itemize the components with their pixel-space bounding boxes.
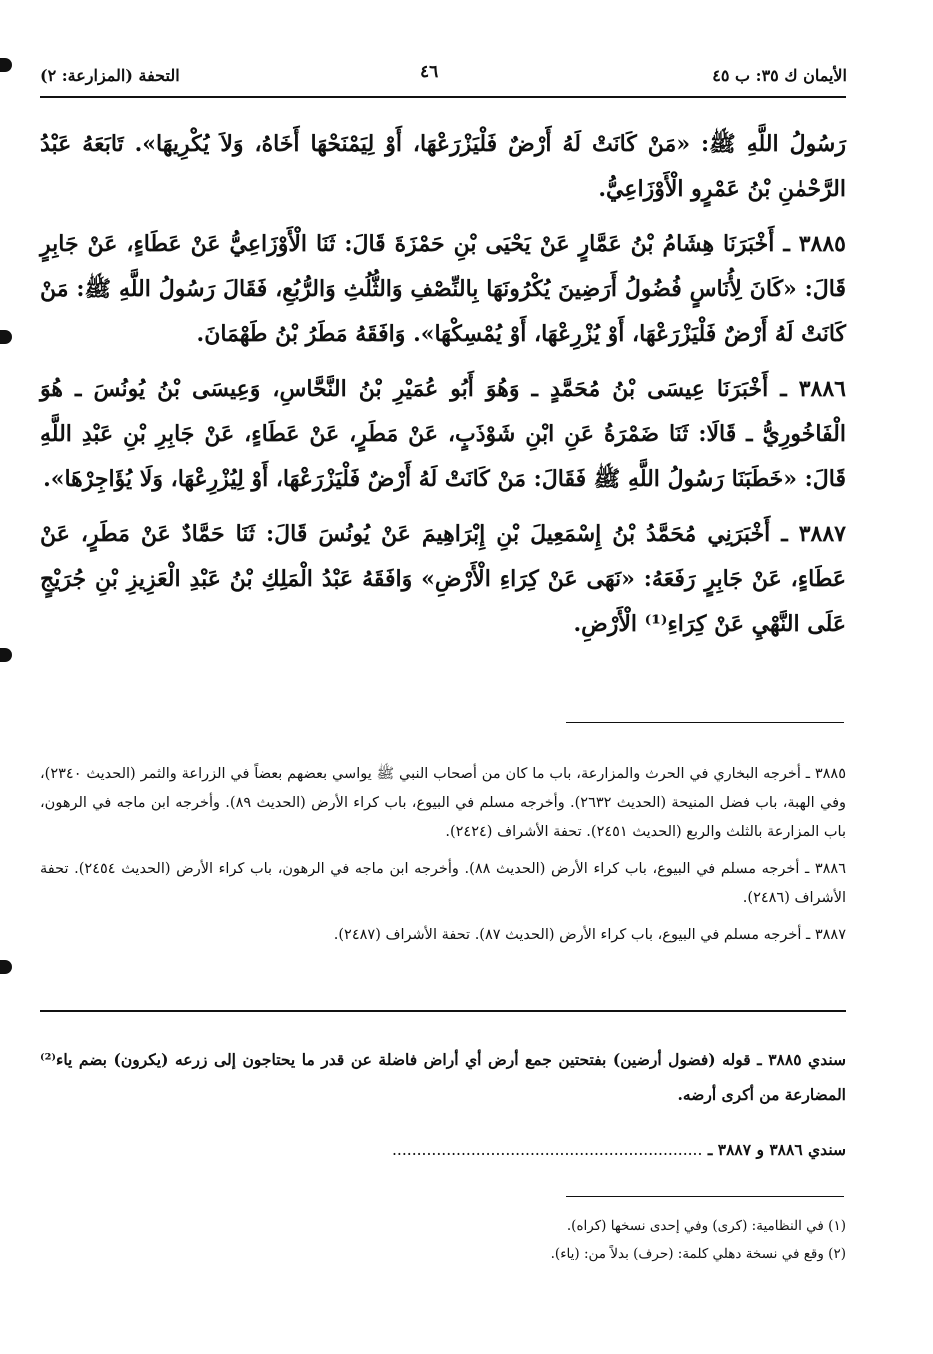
scan-edge-mark xyxy=(0,960,12,974)
takhrij-3887: ٣٨٨٧ ـ أخرجه مسلم في البيوع، باب كراء الأرض (الحديث ٨٧). تحفة الأشراف (٢٤٨٧). xyxy=(333,927,846,943)
takhrij-3885: ٣٨٨٥ ـ أخرجه البخاري في الحرث والمزارعة، باب ما كان من أصحاب النبي ﷺ يواسي بعضهم بعضاً في الزراعة والثمر (الحديث ٢٣٤٠)، وفي الهبة، باب فضل المنيحة (الحديث ٢٦٣٢). وأخرجه مسلم في البيوع، باب كراء الأرض (الحديث ٨٩). وأخرجه ابن ماجه في الرهون، باب المزارعة بالثلث والربع (الحديث ٢٤٥١). تحفة الأشراف (٢٤٢٤). xyxy=(40,766,847,840)
hadith-3885 xyxy=(40,222,846,357)
sindi-heading: سندي ٣٨٨٦ و ٣٨٨٧ ـ xyxy=(707,1140,846,1159)
hadith-3886 xyxy=(40,367,846,502)
scan-edge-mark xyxy=(0,330,12,344)
running-header-tuhfa: التحفة (المزارعة: ٢) xyxy=(40,66,180,85)
page-footnotes xyxy=(300,1212,846,1268)
header-rule xyxy=(40,96,846,98)
hadith-text xyxy=(40,122,846,657)
footnote-2: (٢) وقع في نسخة دهلي كلمة: (حرف) بدلاً من: (ياء). xyxy=(550,1246,846,1262)
footnote-rule xyxy=(566,1196,844,1197)
hadith-body: أَخْبَرَنَا عِيسَى بْنُ مُحَمَّدٍ ـ وَهُوَ أَبُو عُمَيْرِ بْنُ النَّحَّاسِ، وَعِيسَى بْنُ يُونُسَ ـ هُوَ الْفَاخُورِيُّ ـ قَالَا: ثَنَا ضَمْرَةُ عَنِ ابْنِ شَوْذَبٍ، عَنْ مَطَرٍ، عَنْ عَطَاءٍ، عَنْ جَابِرِ بْنِ عَبْدِ اللَّهِ قَالَ: «خَطَبَنَا رَسُولُ اللَّهِ ﷺ فَقَالَ: مَنْ كَانَتْ لَهُ أَرْضٌ فَلْيَزْرَعْهَا، أَوْ لِيُزْرِعْهَا، وَلَا يُؤَاجِرْهَا». xyxy=(40,376,846,492)
footnote-1: (١) في النظامية: (كرى) وفي إحدى نسخها (كراه). xyxy=(566,1218,846,1234)
hadith-number: ٣٨٨٦ ـ xyxy=(780,376,846,402)
scan-edge-mark xyxy=(0,648,12,662)
hadith-continuation: رَسُولُ اللَّهِ ﷺ: «مَنْ كَانَتْ لَهُ أَرْضٌ فَلْيَزْرَعْهَا، أَوْ لِيَمْنَحْهَا أَخَاهُ، وَلاَ يُكْرِيهَا». تَابَعَهُ عَبْدُ الرَّحْمٰنِ بْنُ عَمْرٍو الْأَوْزَاعِيُّ. xyxy=(40,131,846,202)
hadith-body: أَخْبَرَنِي مُحَمَّدُ بْنُ إِسْمَعِيلَ بْنِ إِبْرَاهِيمَ عَنْ يُونُسَ قَالَ: ثَنَا حَمَّادٌ عَنْ مَطَرٍ، عَنْ عَطَاءٍ، عَنْ جَابِرٍ رَفَعَهُ: «نَهَى عَنْ كِرَاءِ الْأَرْضِ» وَافَقَهُ عَبْدُ الْمَلِكِ بْنُ عَبْدِ الْعَزِيزِ بْنِ جُرَيْجٍ عَلَى النَّهْيِ عَنْ كِرَاءِ⁽¹⁾ الْأَرْضِ. xyxy=(40,521,846,637)
sindi-commentary xyxy=(40,1042,846,1188)
hadith-3887 xyxy=(40,512,846,647)
notes-rule xyxy=(566,722,844,723)
sindi-3886-3887 xyxy=(40,1132,846,1168)
sindi-separator xyxy=(40,1010,846,1012)
page-number: ٤٦ xyxy=(420,62,439,82)
hadith-body: أَخْبَرَنَا هِشَامُ بْنُ عَمَّارٍ عَنْ يَحْيَى بْنِ حَمْزَةَ قَالَ: ثَنَا الْأَوْزَاعِيُّ عَنْ عَطَاءٍ، عَنْ جَابِرٍ قَالَ: «كَانَ لِأُنَاسٍ فُضُولُ أَرَضِينَ يُكْرُونَهَا بِالنِّصْفِ وَالثُّلُثِ وَالرُّبُعِ، فَقَالَ رَسُولُ اللَّهِ ﷺ: مَنْ كَانَتْ لَهُ أَرْضٌ فَلْيَزْرَعْهَا، أَوْ يُزْرِعْهَا، أَوْ يُمْسِكْهَا». وَافَقَهُ مَطَرُ بْنُ طَهْمَانَ. xyxy=(40,231,846,347)
sindi-3885: سندي ٣٨٨٥ ـ قوله (فضول أرضين) بفتحتين جمع أرض أي أراض فاضلة عن قدر ما يحتاجون إلى زرعه (يكرون) بضم ياء⁽²⁾ المضارعة من أكرى أرضه. xyxy=(40,1050,846,1104)
sindi-dots: ............................................................... xyxy=(392,1141,703,1159)
scan-edge-mark xyxy=(0,58,12,72)
takhrij-notes xyxy=(40,760,846,958)
running-header-chapter: الأيمان ك ٣٥: ب ٤٥ xyxy=(712,66,847,85)
hadith-number: ٣٨٨٧ ـ xyxy=(781,521,846,547)
hadith-number: ٣٨٨٥ ـ xyxy=(783,231,846,257)
takhrij-3886: ٣٨٨٦ ـ أخرجه مسلم في البيوع، باب كراء الأرض (الحديث ٨٨). وأخرجه ابن ماجه في الرهون، باب كراء الأرض (الحديث ٢٤٥٤). تحفة الأشراف (٢٤٨٦). xyxy=(40,861,847,906)
